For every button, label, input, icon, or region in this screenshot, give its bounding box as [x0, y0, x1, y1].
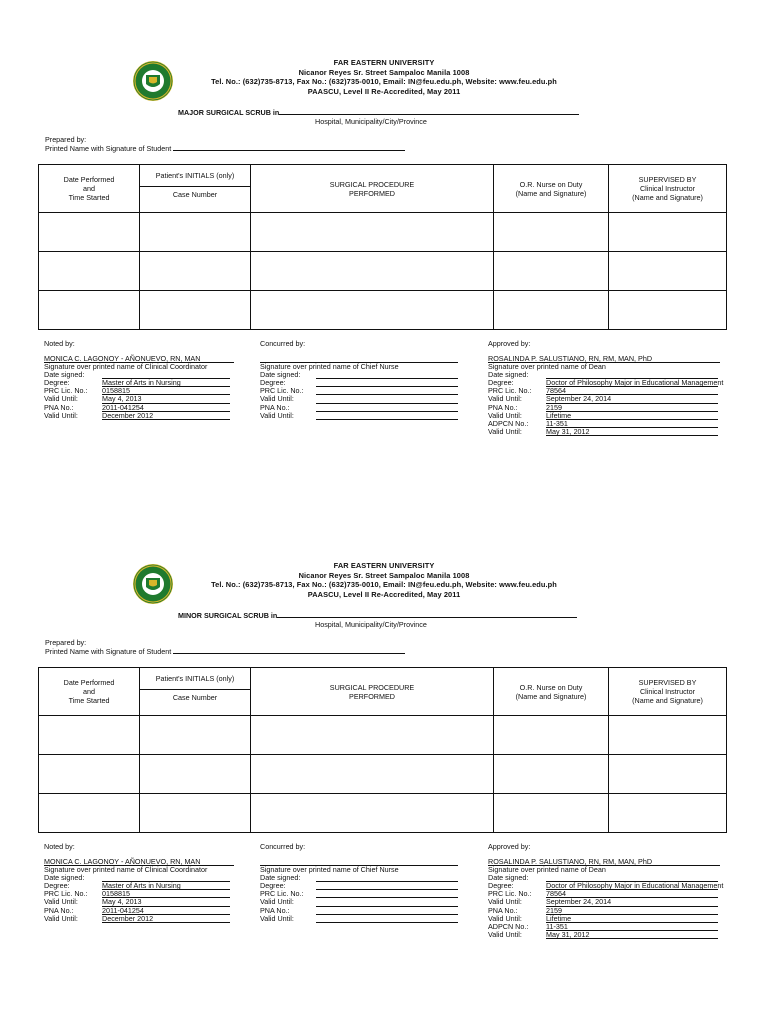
approved-label: Approved by: [488, 339, 531, 348]
field-label: Valid Until: [488, 930, 522, 940]
field-value[interactable] [316, 395, 458, 403]
col-date: Date Performed and Time Started [39, 668, 140, 716]
hospital-caption: Hospital, Municipality/City/Province [315, 117, 427, 126]
field-label: PRC Lic. No.: [488, 889, 532, 899]
scrub-label: MAJOR SURGICAL SCRUB in [178, 108, 280, 117]
major-scrub-form [0, 0, 768, 505]
printed-name-label: Printed Name with Signature of Student [45, 144, 172, 153]
field-label: PNA No.: [488, 905, 518, 915]
field-value[interactable]: 2011-041254 [102, 404, 230, 412]
cell-procedure[interactable] [251, 755, 494, 794]
field-value[interactable]: December 2012 [102, 412, 230, 420]
cell-procedure[interactable] [251, 252, 494, 291]
field-value[interactable]: December 2012 [102, 915, 230, 923]
field-value[interactable]: May 31, 2012 [546, 428, 718, 436]
field-row [44, 915, 234, 923]
cell-date[interactable] [39, 794, 140, 833]
field-row [260, 874, 458, 882]
approved-block [488, 339, 724, 437]
dean-title: Signature over printed name of Dean [488, 362, 606, 372]
university-address: Nicanor Reyes Sr. Street Sampaloc Manila 1008 [298, 67, 470, 77]
field-label: Date signed: [260, 369, 301, 379]
dean-title: Signature over printed name of Dean [488, 865, 606, 875]
col-or-nurse: O.R. Nurse on Duty (Name and Signature) [494, 668, 609, 716]
field-label: Valid Until: [488, 897, 522, 907]
noted-label: Noted by: [44, 339, 75, 348]
field-row [260, 915, 458, 923]
concurred-label: Concurred by: [260, 339, 306, 348]
field-value[interactable]: May 31, 2012 [546, 931, 718, 939]
col-patient: Patient's INITIALS (only) Case Number [140, 668, 251, 716]
field-value[interactable] [316, 898, 458, 906]
concurred-fields [260, 874, 458, 923]
cell-patient[interactable] [140, 755, 251, 794]
col-supervised: SUPERVISED BY Clinical Instructor (Name and Signature) [609, 165, 727, 213]
letterhead [150, 561, 618, 599]
field-row [488, 395, 720, 403]
field-label: Degree: [44, 880, 70, 890]
field-label: Date signed: [44, 369, 85, 379]
cell-supervised[interactable] [609, 291, 727, 330]
field-label: Valid Until: [260, 897, 294, 907]
cell-patient[interactable] [140, 252, 251, 291]
field-row [488, 428, 720, 436]
field-label: Valid Until: [488, 394, 522, 404]
table-row [39, 213, 727, 252]
field-label: Valid Until: [260, 410, 294, 420]
scrub-log-table [38, 667, 727, 833]
field-label: PRC Lic. No.: [44, 386, 88, 396]
cell-date[interactable] [39, 716, 140, 755]
field-value[interactable]: September 24, 2014 [546, 898, 718, 906]
field-row [488, 420, 720, 428]
field-label: Valid Until: [44, 897, 78, 907]
scrub-log-table [38, 164, 727, 330]
field-label: Valid Until: [260, 913, 294, 923]
student-signature-field[interactable] [173, 647, 405, 654]
field-label: PRC Lic. No.: [260, 386, 304, 396]
cell-or-nurse[interactable] [494, 755, 609, 794]
prepared-by [45, 638, 405, 656]
cell-or-nurse[interactable] [494, 213, 609, 252]
hospital-field[interactable] [277, 611, 577, 618]
cell-procedure[interactable] [251, 291, 494, 330]
university-address: Nicanor Reyes Sr. Street Sampaloc Manila 1008 [298, 570, 470, 580]
table-row [39, 716, 727, 755]
field-value[interactable]: Master of Arts in Nursing [102, 882, 230, 890]
cell-date[interactable] [39, 213, 140, 252]
cell-date[interactable] [39, 252, 140, 291]
field-label: Degree: [44, 377, 70, 387]
field-label: PRC Lic. No.: [44, 889, 88, 899]
dean-name: ROSALINDA P. SALUSTIANO, RN, RM, MAN, PhD [488, 355, 720, 364]
field-value[interactable]: 0158815 [102, 890, 230, 898]
field-value[interactable]: 11-351 [546, 923, 718, 931]
field-value[interactable]: Master of Arts in Nursing [102, 379, 230, 387]
field-value[interactable] [316, 874, 458, 882]
field-row [488, 923, 720, 931]
field-value[interactable] [316, 387, 458, 395]
field-value[interactable]: Doctor of Philosophy Major in Educational Management [546, 880, 724, 890]
col-date: Date Performed and Time Started [39, 165, 140, 213]
col-procedure: SURGICAL PROCEDURE PERFORMED [251, 668, 494, 716]
table-row [39, 794, 727, 833]
field-value[interactable] [316, 404, 458, 412]
cell-supervised[interactable] [609, 716, 727, 755]
coordinator-title: Signature over printed name of Clinical Coordinator [44, 362, 208, 372]
cell-patient[interactable] [140, 716, 251, 755]
field-label: PRC Lic. No.: [260, 889, 304, 899]
cell-date[interactable] [39, 755, 140, 794]
dean-name: ROSALINDA P. SALUSTIANO, RN, RM, MAN, PhD [488, 858, 720, 867]
col-patient: Patient's INITIALS (only) Case Number [140, 165, 251, 213]
field-row [488, 898, 720, 906]
cell-or-nurse[interactable] [494, 252, 609, 291]
field-value[interactable] [316, 379, 458, 387]
field-value[interactable]: 11-351 [546, 420, 718, 428]
field-value[interactable] [316, 882, 458, 890]
field-label: ADPCN No.: [488, 418, 529, 428]
field-value[interactable] [316, 907, 458, 915]
field-label: PNA No.: [260, 402, 290, 412]
chief-nurse-title: Signature over printed name of Chief Nurse [260, 865, 399, 875]
field-label: Valid Until: [488, 913, 522, 923]
hospital-field[interactable] [279, 108, 579, 115]
concurred-label: Concurred by: [260, 842, 306, 851]
field-label: Valid Until: [488, 410, 522, 420]
field-value[interactable] [316, 915, 458, 923]
cell-supervised[interactable] [609, 213, 727, 252]
field-value[interactable]: 2159 [546, 907, 718, 915]
field-label: Date signed: [260, 872, 301, 882]
field-row [44, 412, 234, 420]
university-name: FAR EASTERN UNIVERSITY [333, 58, 435, 67]
field-value[interactable]: 2011-041254 [102, 907, 230, 915]
field-label: Valid Until: [44, 394, 78, 404]
field-label: PNA No.: [44, 402, 74, 412]
noted-block [44, 843, 234, 923]
cell-patient[interactable] [140, 213, 251, 252]
minor-scrub-form [0, 503, 768, 1008]
prepared-label: Prepared by: [45, 135, 87, 144]
col-or-nurse: O.R. Nurse on Duty (Name and Signature) [494, 165, 609, 213]
field-value[interactable]: 78564 [546, 387, 718, 395]
field-label: Date signed: [44, 872, 85, 882]
table-row [39, 291, 727, 330]
field-value[interactable]: Lifetime [546, 915, 718, 923]
field-label: Valid Until: [260, 394, 294, 404]
field-value[interactable]: May 4, 2013 [102, 395, 230, 403]
cell-supervised[interactable] [609, 794, 727, 833]
accreditation: PAASCU, Level II Re-Accredited, May 2011 [307, 589, 461, 599]
letterhead [150, 58, 618, 96]
field-label: Degree: [260, 880, 286, 890]
chief-nurse-title: Signature over printed name of Chief Nurse [260, 362, 399, 372]
field-value[interactable]: 0158815 [102, 387, 230, 395]
scrub-line [178, 611, 577, 620]
field-label: Valid Until: [488, 427, 522, 437]
approved-fields [488, 369, 724, 437]
concurred-fields [260, 371, 458, 420]
approved-label: Approved by: [488, 842, 531, 851]
accreditation: PAASCU, Level II Re-Accredited, May 2011 [307, 86, 461, 96]
field-row [260, 371, 458, 379]
field-label: PNA No.: [260, 905, 290, 915]
field-label: ADPCN No.: [488, 921, 529, 931]
noted-block [44, 340, 234, 420]
field-label: Date signed: [488, 872, 529, 882]
scrub-line [178, 108, 579, 117]
scrub-label: MINOR SURGICAL SCRUB in [178, 611, 278, 620]
field-value[interactable]: 78564 [546, 890, 718, 898]
coordinator-name: MONICA C. LAGONOY - AÑONUEVO, RN, MAN [44, 355, 234, 364]
field-value[interactable]: Doctor of Philosophy Major in Educational Management [546, 377, 724, 387]
noted-fields [44, 874, 234, 923]
field-label: Degree: [488, 880, 514, 890]
field-label: Degree: [260, 377, 286, 387]
university-contact: Tel. No.: (632)735-8713, Fax No.: (632)735-0010, Email: IN@feu.edu.ph, Website: www.feu.edu.ph [211, 580, 557, 589]
noted-label: Noted by: [44, 842, 75, 851]
field-label: Valid Until: [44, 410, 78, 420]
field-value[interactable]: May 4, 2013 [102, 898, 230, 906]
student-signature-field[interactable] [173, 144, 405, 151]
hospital-caption: Hospital, Municipality/City/Province [315, 620, 427, 629]
cell-procedure[interactable] [251, 716, 494, 755]
printed-name-label: Printed Name with Signature of Student [45, 647, 172, 656]
field-value[interactable] [316, 371, 458, 379]
concurred-block [260, 843, 458, 923]
col-supervised: SUPERVISED BY Clinical Instructor (Name and Signature) [609, 668, 727, 716]
cell-date[interactable] [39, 291, 140, 330]
cell-or-nurse[interactable] [494, 291, 609, 330]
university-name: FAR EASTERN UNIVERSITY [333, 561, 435, 570]
field-value[interactable] [316, 890, 458, 898]
prepared-by [45, 135, 405, 153]
cell-procedure[interactable] [251, 213, 494, 252]
field-row [488, 404, 720, 412]
field-label: Date signed: [488, 369, 529, 379]
cell-patient[interactable] [140, 291, 251, 330]
university-contact: Tel. No.: (632)735-8713, Fax No.: (632)735-0010, Email: IN@feu.edu.ph, Website: www.feu.edu.ph [211, 77, 557, 86]
field-value[interactable]: Lifetime [546, 412, 718, 420]
prepared-label: Prepared by: [45, 638, 87, 647]
field-label: PRC Lic. No.: [488, 386, 532, 396]
approved-fields [488, 872, 724, 940]
table-row [39, 755, 727, 794]
cell-or-nurse[interactable] [494, 716, 609, 755]
noted-fields [44, 371, 234, 420]
field-value[interactable]: September 24, 2014 [546, 395, 718, 403]
cell-or-nurse[interactable] [494, 794, 609, 833]
field-label: PNA No.: [488, 402, 518, 412]
coordinator-name: MONICA C. LAGONOY - AÑONUEVO, RN, MAN [44, 858, 234, 867]
field-value[interactable] [316, 412, 458, 420]
field-label: PNA No.: [44, 905, 74, 915]
cell-supervised[interactable] [609, 252, 727, 291]
approved-block [488, 842, 724, 940]
field-label: Degree: [488, 377, 514, 387]
field-row [260, 412, 458, 420]
coordinator-title: Signature over printed name of Clinical Coordinator [44, 865, 208, 875]
col-procedure: SURGICAL PROCEDURE PERFORMED [251, 165, 494, 213]
table-row [39, 252, 727, 291]
cell-supervised[interactable] [609, 755, 727, 794]
concurred-block [260, 340, 458, 420]
cell-patient[interactable] [140, 794, 251, 833]
cell-procedure[interactable] [251, 794, 494, 833]
field-row [488, 931, 720, 939]
field-value[interactable]: 2159 [546, 404, 718, 412]
field-label: Valid Until: [44, 913, 78, 923]
field-row [488, 907, 720, 915]
